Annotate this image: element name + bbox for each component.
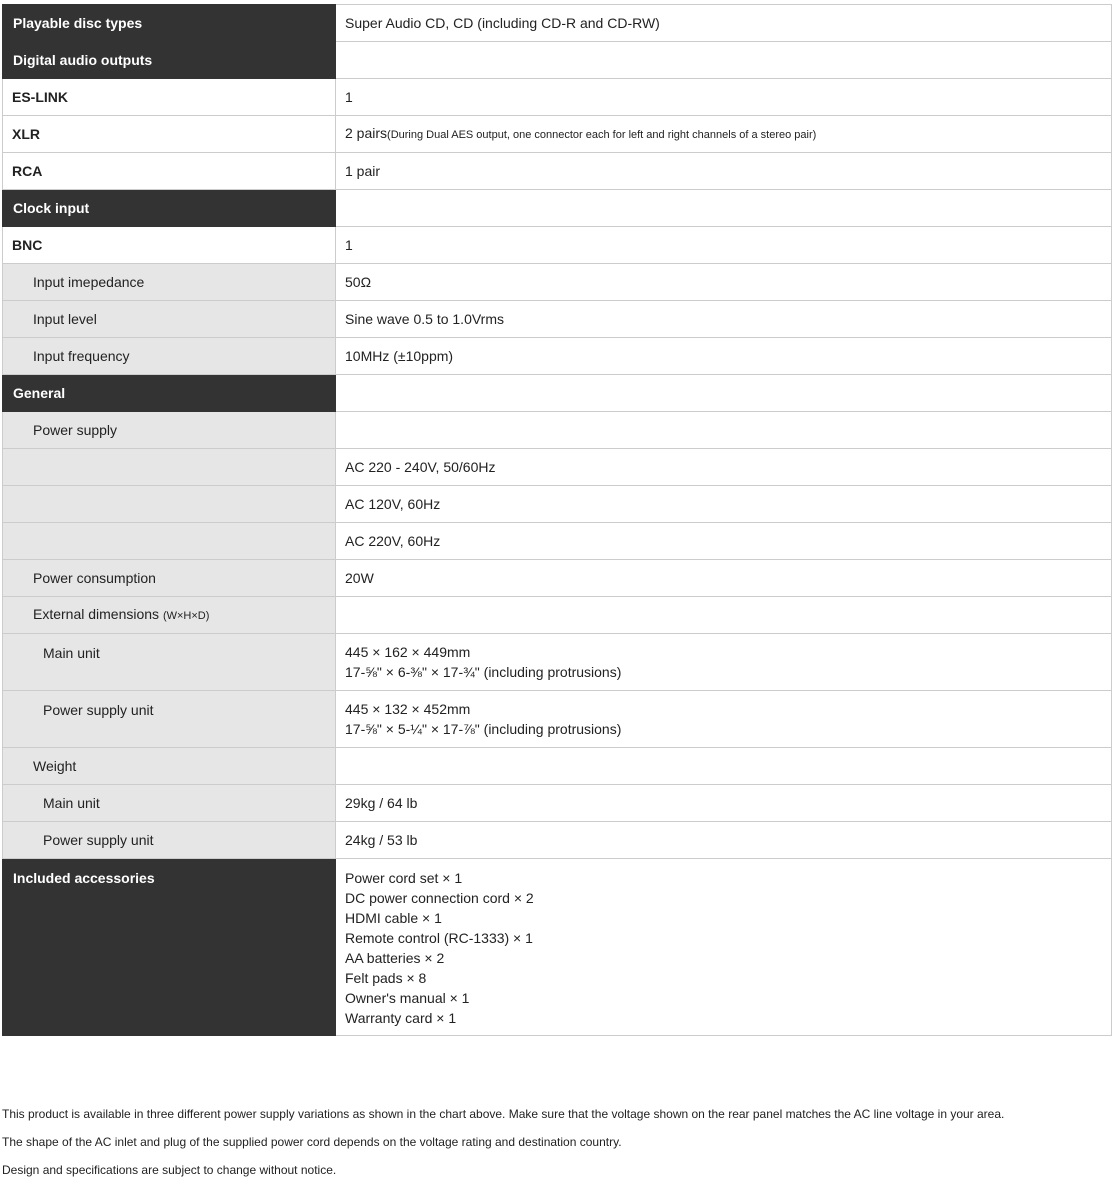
accessory-item: Power cord set × 1 bbox=[345, 870, 463, 886]
spec-label-note: (W×H×D) bbox=[162, 610, 210, 622]
section-header-clock-input: Clock input bbox=[3, 190, 336, 227]
spec-label: Main unit bbox=[3, 785, 336, 822]
spec-label: Power supply bbox=[3, 412, 336, 449]
spec-value-line: 17-⅝" × 5-¼" × 17-⅞" (including protrusions) bbox=[345, 721, 622, 737]
section-header-included-accessories: Included accessories bbox=[3, 859, 336, 1036]
table-row bbox=[3, 116, 1112, 153]
accessory-item: Warranty card × 1 bbox=[345, 1010, 457, 1026]
accessory-item: AA batteries × 2 bbox=[345, 950, 445, 966]
table-row bbox=[3, 153, 1112, 190]
spec-value-note: (During Dual AES output, one connector each for left and right channels of a stereo pair) bbox=[387, 129, 817, 141]
table-row bbox=[3, 264, 1112, 301]
footnotes bbox=[2, 1104, 1112, 1188]
spec-value: 10MHz (±10ppm) bbox=[336, 338, 1112, 375]
spec-value bbox=[336, 748, 1112, 785]
spec-value-line: 445 × 162 × 449mm bbox=[345, 644, 471, 660]
spec-label: Main unit bbox=[3, 634, 336, 691]
spec-value bbox=[336, 597, 1112, 634]
spec-value-line: 17-⅝" × 6-⅜" × 17-¾" (including protrusions) bbox=[345, 664, 622, 680]
spec-label: BNC bbox=[3, 227, 336, 264]
table-row bbox=[3, 486, 1112, 523]
spec-label: Input frequency bbox=[3, 338, 336, 375]
spec-label bbox=[3, 597, 336, 634]
spec-value bbox=[336, 634, 1112, 691]
spec-label: Power consumption bbox=[3, 560, 336, 597]
table-row bbox=[3, 691, 1112, 748]
spec-value-main: 2 pairs bbox=[345, 125, 388, 141]
spec-value bbox=[336, 190, 1112, 227]
spec-value: AC 220 - 240V, 50/60Hz bbox=[336, 449, 1112, 486]
section-header-playable-disc-types: Playable disc types bbox=[3, 5, 336, 42]
spec-value: AC 220V, 60Hz bbox=[336, 523, 1112, 560]
accessory-item: Owner's manual × 1 bbox=[345, 990, 470, 1006]
table-row bbox=[3, 748, 1112, 785]
spec-label: RCA bbox=[3, 153, 336, 190]
spec-value-line: 445 × 132 × 452mm bbox=[345, 701, 471, 717]
spec-label: Input imepedance bbox=[3, 264, 336, 301]
accessory-item: DC power connection cord × 2 bbox=[345, 890, 534, 906]
table-row bbox=[3, 822, 1112, 859]
spec-label bbox=[3, 523, 336, 560]
spec-value bbox=[336, 859, 1112, 1036]
spec-value bbox=[336, 412, 1112, 449]
accessory-item: Felt pads × 8 bbox=[345, 970, 427, 986]
spec-value: 24kg / 53 lb bbox=[336, 822, 1112, 859]
table-row bbox=[3, 375, 1112, 412]
footnote: Design and specifications are subject to change without notice. bbox=[2, 1163, 337, 1177]
spec-table bbox=[2, 4, 1112, 1036]
spec-label: Weight bbox=[3, 748, 336, 785]
spec-label bbox=[3, 486, 336, 523]
table-row bbox=[3, 634, 1112, 691]
spec-value: 1 bbox=[336, 227, 1112, 264]
spec-value: 20W bbox=[336, 560, 1112, 597]
footnote: The shape of the AC inlet and plug of the supplied power cord depends on the voltage rating and destination country. bbox=[2, 1135, 622, 1149]
table-row bbox=[3, 560, 1112, 597]
spec-label: Power supply unit bbox=[3, 822, 336, 859]
spec-label bbox=[3, 449, 336, 486]
table-row bbox=[3, 42, 1112, 79]
table-row bbox=[3, 227, 1112, 264]
table-row bbox=[3, 597, 1112, 634]
spec-label: ES-LINK bbox=[3, 79, 336, 116]
spec-value: Sine wave 0.5 to 1.0Vrms bbox=[336, 301, 1112, 338]
table-row bbox=[3, 79, 1112, 116]
section-header-digital-audio-outputs: Digital audio outputs bbox=[3, 42, 336, 79]
table-row bbox=[3, 859, 1112, 1036]
spec-label: XLR bbox=[3, 116, 336, 153]
accessory-item: HDMI cable × 1 bbox=[345, 910, 442, 926]
spec-value bbox=[336, 375, 1112, 412]
accessory-item: Remote control (RC-1333) × 1 bbox=[345, 930, 533, 946]
table-row bbox=[3, 785, 1112, 822]
spec-value: AC 120V, 60Hz bbox=[336, 486, 1112, 523]
spec-label-main: External dimensions bbox=[33, 606, 160, 622]
spec-value: Super Audio CD, CD (including CD-R and CD-RW) bbox=[336, 5, 1112, 42]
table-row bbox=[3, 449, 1112, 486]
table-row bbox=[3, 523, 1112, 560]
table-row bbox=[3, 412, 1112, 449]
spec-value bbox=[336, 691, 1112, 748]
table-row bbox=[3, 301, 1112, 338]
spec-value: 50Ω bbox=[336, 264, 1112, 301]
table-row bbox=[3, 5, 1112, 42]
footnote: This product is available in three different power supply variations as shown in the chart above. Make sure that the voltage shown on the rear panel matches the AC line voltage in your area. bbox=[2, 1107, 1005, 1121]
table-row bbox=[3, 190, 1112, 227]
table-row bbox=[3, 338, 1112, 375]
spec-label: Power supply unit bbox=[3, 691, 336, 748]
spec-value: 1 pair bbox=[336, 153, 1112, 190]
spec-value: 1 bbox=[336, 79, 1112, 116]
section-header-general: General bbox=[3, 375, 336, 412]
spec-value bbox=[336, 42, 1112, 79]
spec-label: Input level bbox=[3, 301, 336, 338]
spec-value: 29kg / 64 lb bbox=[336, 785, 1112, 822]
spec-value bbox=[336, 116, 1112, 153]
